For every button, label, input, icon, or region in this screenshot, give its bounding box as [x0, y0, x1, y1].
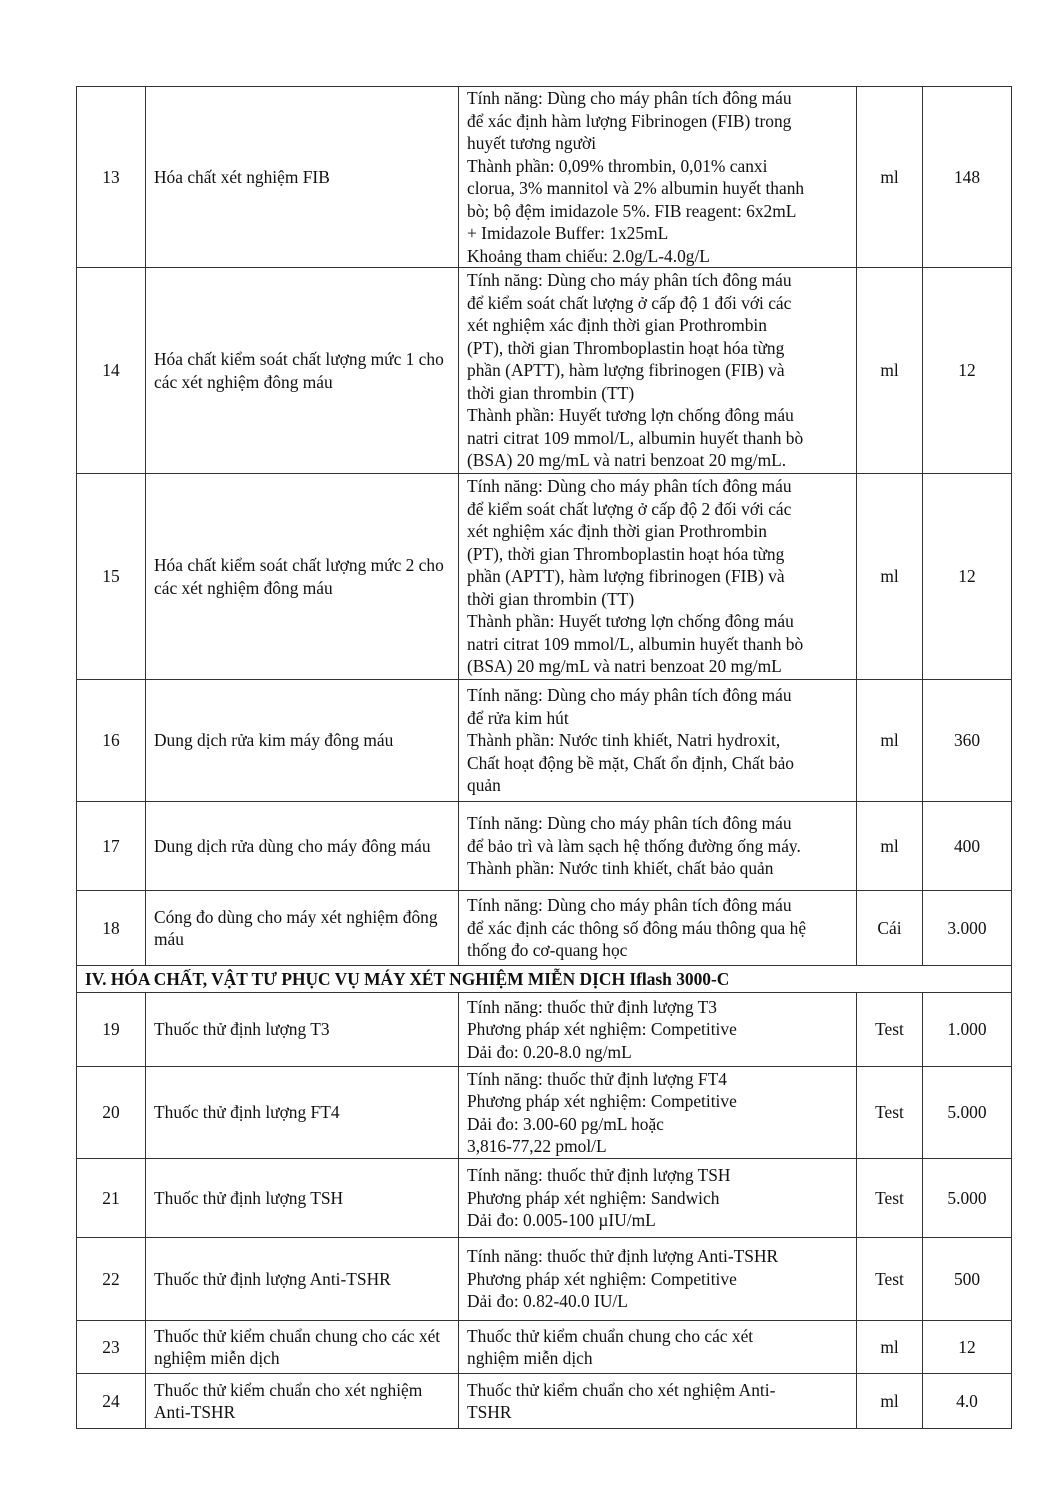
item-quantity: 12 — [923, 474, 1012, 680]
row-number: 18 — [77, 891, 146, 966]
item-unit: Test — [857, 1159, 923, 1238]
item-name: Dung dịch rửa kim máy đông máu — [146, 680, 459, 802]
item-unit: Test — [857, 1238, 923, 1321]
item-quantity: 12 — [923, 1321, 1012, 1374]
row-number: 20 — [77, 1067, 146, 1159]
item-name: Thuốc thử định lượng FT4 — [146, 1067, 459, 1159]
row-number: 24 — [77, 1374, 146, 1429]
item-description: Tính năng: thuốc thử định lượng TSH Phương pháp xét nghiệm: Sandwich Dải đo: 0.005-100 µIU/mL — [459, 1159, 857, 1238]
item-name: Cóng đo dùng cho máy xét nghiệm đông máu — [146, 891, 459, 966]
item-name: Thuốc thử kiểm chuẩn cho xét nghiệm Anti-TSHR — [146, 1374, 459, 1429]
row-number: 16 — [77, 680, 146, 802]
item-quantity: 1.000 — [923, 993, 1012, 1067]
item-description: Tính năng: Dùng cho máy phân tích đông máu để xác định hàm lượng Fibrinogen (FIB) trong huyết tương người Thành phần: 0,09% thrombin, 0,01% canxi clorua, 3% mannitol và 2% albumin huyết thanh bò; bộ đệm imidazole 5%. FIB reagent: 6x2mL + Imidazole Buffer: 1x25mL Khoảng tham chiếu: 2.0g/L-4.0g/L — [459, 87, 857, 268]
row-number: 13 — [77, 87, 146, 268]
item-unit: Test — [857, 1067, 923, 1159]
item-description: Tính năng: Dùng cho máy phân tích đông máu để kiểm soát chất lượng ở cấp độ 2 đối với các xét nghiệm xác định thời gian Prothrombin (PT), thời gian Thromboplastin hoạt hóa từng phần (APTT), hàm lượng fibrinogen (FIB) và thời gian thrombin (TT) Thành phần: Huyết tương lợn chống đông máu natri citrat 109 mmol/L, albumin huyết thanh bò (BSA) 20 mg/mL và natri benzoat 20 mg/mL — [459, 474, 857, 680]
row-number: 21 — [77, 1159, 146, 1238]
item-unit: Test — [857, 993, 923, 1067]
table-row — [77, 87, 1012, 268]
row-number: 23 — [77, 1321, 146, 1374]
row-number: 22 — [77, 1238, 146, 1321]
item-name: Hóa chất xét nghiệm FIB — [146, 87, 459, 268]
item-quantity: 4.0 — [923, 1374, 1012, 1429]
table-row — [77, 474, 1012, 680]
table-row — [77, 680, 1012, 802]
item-quantity: 148 — [923, 87, 1012, 268]
item-unit: ml — [857, 1374, 923, 1429]
table-row — [77, 1238, 1012, 1321]
item-description: Tính năng: Dùng cho máy phân tích đông máu để kiểm soát chất lượng ở cấp độ 1 đối với các xét nghiệm xác định thời gian Prothrombin (PT), thời gian Thromboplastin hoạt hóa từng phần (APTT), hàm lượng fibrinogen (FIB) và thời gian thrombin (TT) Thành phần: Huyết tương lợn chống đông máu natri citrat 109 mmol/L, albumin huyết thanh bò (BSA) 20 mg/mL và natri benzoat 20 mg/mL. — [459, 268, 857, 474]
item-description: Tính năng: Dùng cho máy phân tích đông máu để bảo trì và làm sạch hệ thống đường ống máy. Thành phần: Nước tinh khiết, chất bảo quản — [459, 802, 857, 891]
item-name: Thuốc thử kiểm chuẩn chung cho các xét nghiệm miễn dịch — [146, 1321, 459, 1374]
table-row — [77, 1159, 1012, 1238]
item-quantity: 5.000 — [923, 1159, 1012, 1238]
item-description: Thuốc thử kiểm chuẩn chung cho các xét nghiệm miễn dịch — [459, 1321, 857, 1374]
item-quantity: 400 — [923, 802, 1012, 891]
item-description: Tính năng: Dùng cho máy phân tích đông máu để rửa kim hút Thành phần: Nước tinh khiết, Natri hydroxit, Chất hoạt động bề mặt, Chất ổn định, Chất bảo quản — [459, 680, 857, 802]
item-description: Tính năng: thuốc thử định lượng T3 Phương pháp xét nghiệm: Competitive Dải đo: 0.20-8.0 ng/mL — [459, 993, 857, 1067]
item-unit: ml — [857, 474, 923, 680]
item-name: Hóa chất kiểm soát chất lượng mức 2 cho các xét nghiệm đông máu — [146, 474, 459, 680]
item-unit: ml — [857, 1321, 923, 1374]
item-name: Hóa chất kiểm soát chất lượng mức 1 cho các xét nghiệm đông máu — [146, 268, 459, 474]
item-description: Tính năng: Dùng cho máy phân tích đông máu để xác định các thông số đông máu thông qua hệ thống đo cơ-quang học — [459, 891, 857, 966]
item-quantity: 500 — [923, 1238, 1012, 1321]
row-number: 15 — [77, 474, 146, 680]
row-number: 14 — [77, 268, 146, 474]
item-name: Dung dịch rửa dùng cho máy đông máu — [146, 802, 459, 891]
item-description: Thuốc thử kiểm chuẩn cho xét nghiệm Anti- TSHR — [459, 1374, 857, 1429]
item-unit: ml — [857, 87, 923, 268]
item-name: Thuốc thử định lượng TSH — [146, 1159, 459, 1238]
item-quantity: 3.000 — [923, 891, 1012, 966]
row-number: 17 — [77, 802, 146, 891]
section-header-row — [77, 966, 1012, 993]
row-number: 19 — [77, 993, 146, 1067]
item-unit: ml — [857, 802, 923, 891]
table-row — [77, 993, 1012, 1067]
item-quantity: 5.000 — [923, 1067, 1012, 1159]
table-row — [77, 1321, 1012, 1374]
section-title: IV. HÓA CHẤT, VẬT TƯ PHỤC VỤ MÁY XÉT NGHIỆM MIỄN DỊCH Iflash 3000-C — [77, 966, 1012, 993]
table-row — [77, 802, 1012, 891]
item-quantity: 12 — [923, 268, 1012, 474]
table-row — [77, 1374, 1012, 1429]
table-row — [77, 268, 1012, 474]
item-description: Tính năng: thuốc thử định lượng Anti-TSHR Phương pháp xét nghiệm: Competitive Dải đo: 0.82-40.0 IU/L — [459, 1238, 857, 1321]
item-unit: ml — [857, 680, 923, 802]
item-quantity: 360 — [923, 680, 1012, 802]
item-name: Thuốc thử định lượng T3 — [146, 993, 459, 1067]
table-row — [77, 891, 1012, 966]
item-unit: Cái — [857, 891, 923, 966]
item-unit: ml — [857, 268, 923, 474]
table-row — [77, 1067, 1012, 1159]
item-name: Thuốc thử định lượng Anti-TSHR — [146, 1238, 459, 1321]
item-description: Tính năng: thuốc thử định lượng FT4 Phương pháp xét nghiệm: Competitive Dải đo: 3.00-60 pg/mL hoặc 3,816-77,22 pmol/L — [459, 1067, 857, 1159]
items-table — [76, 86, 1012, 1429]
